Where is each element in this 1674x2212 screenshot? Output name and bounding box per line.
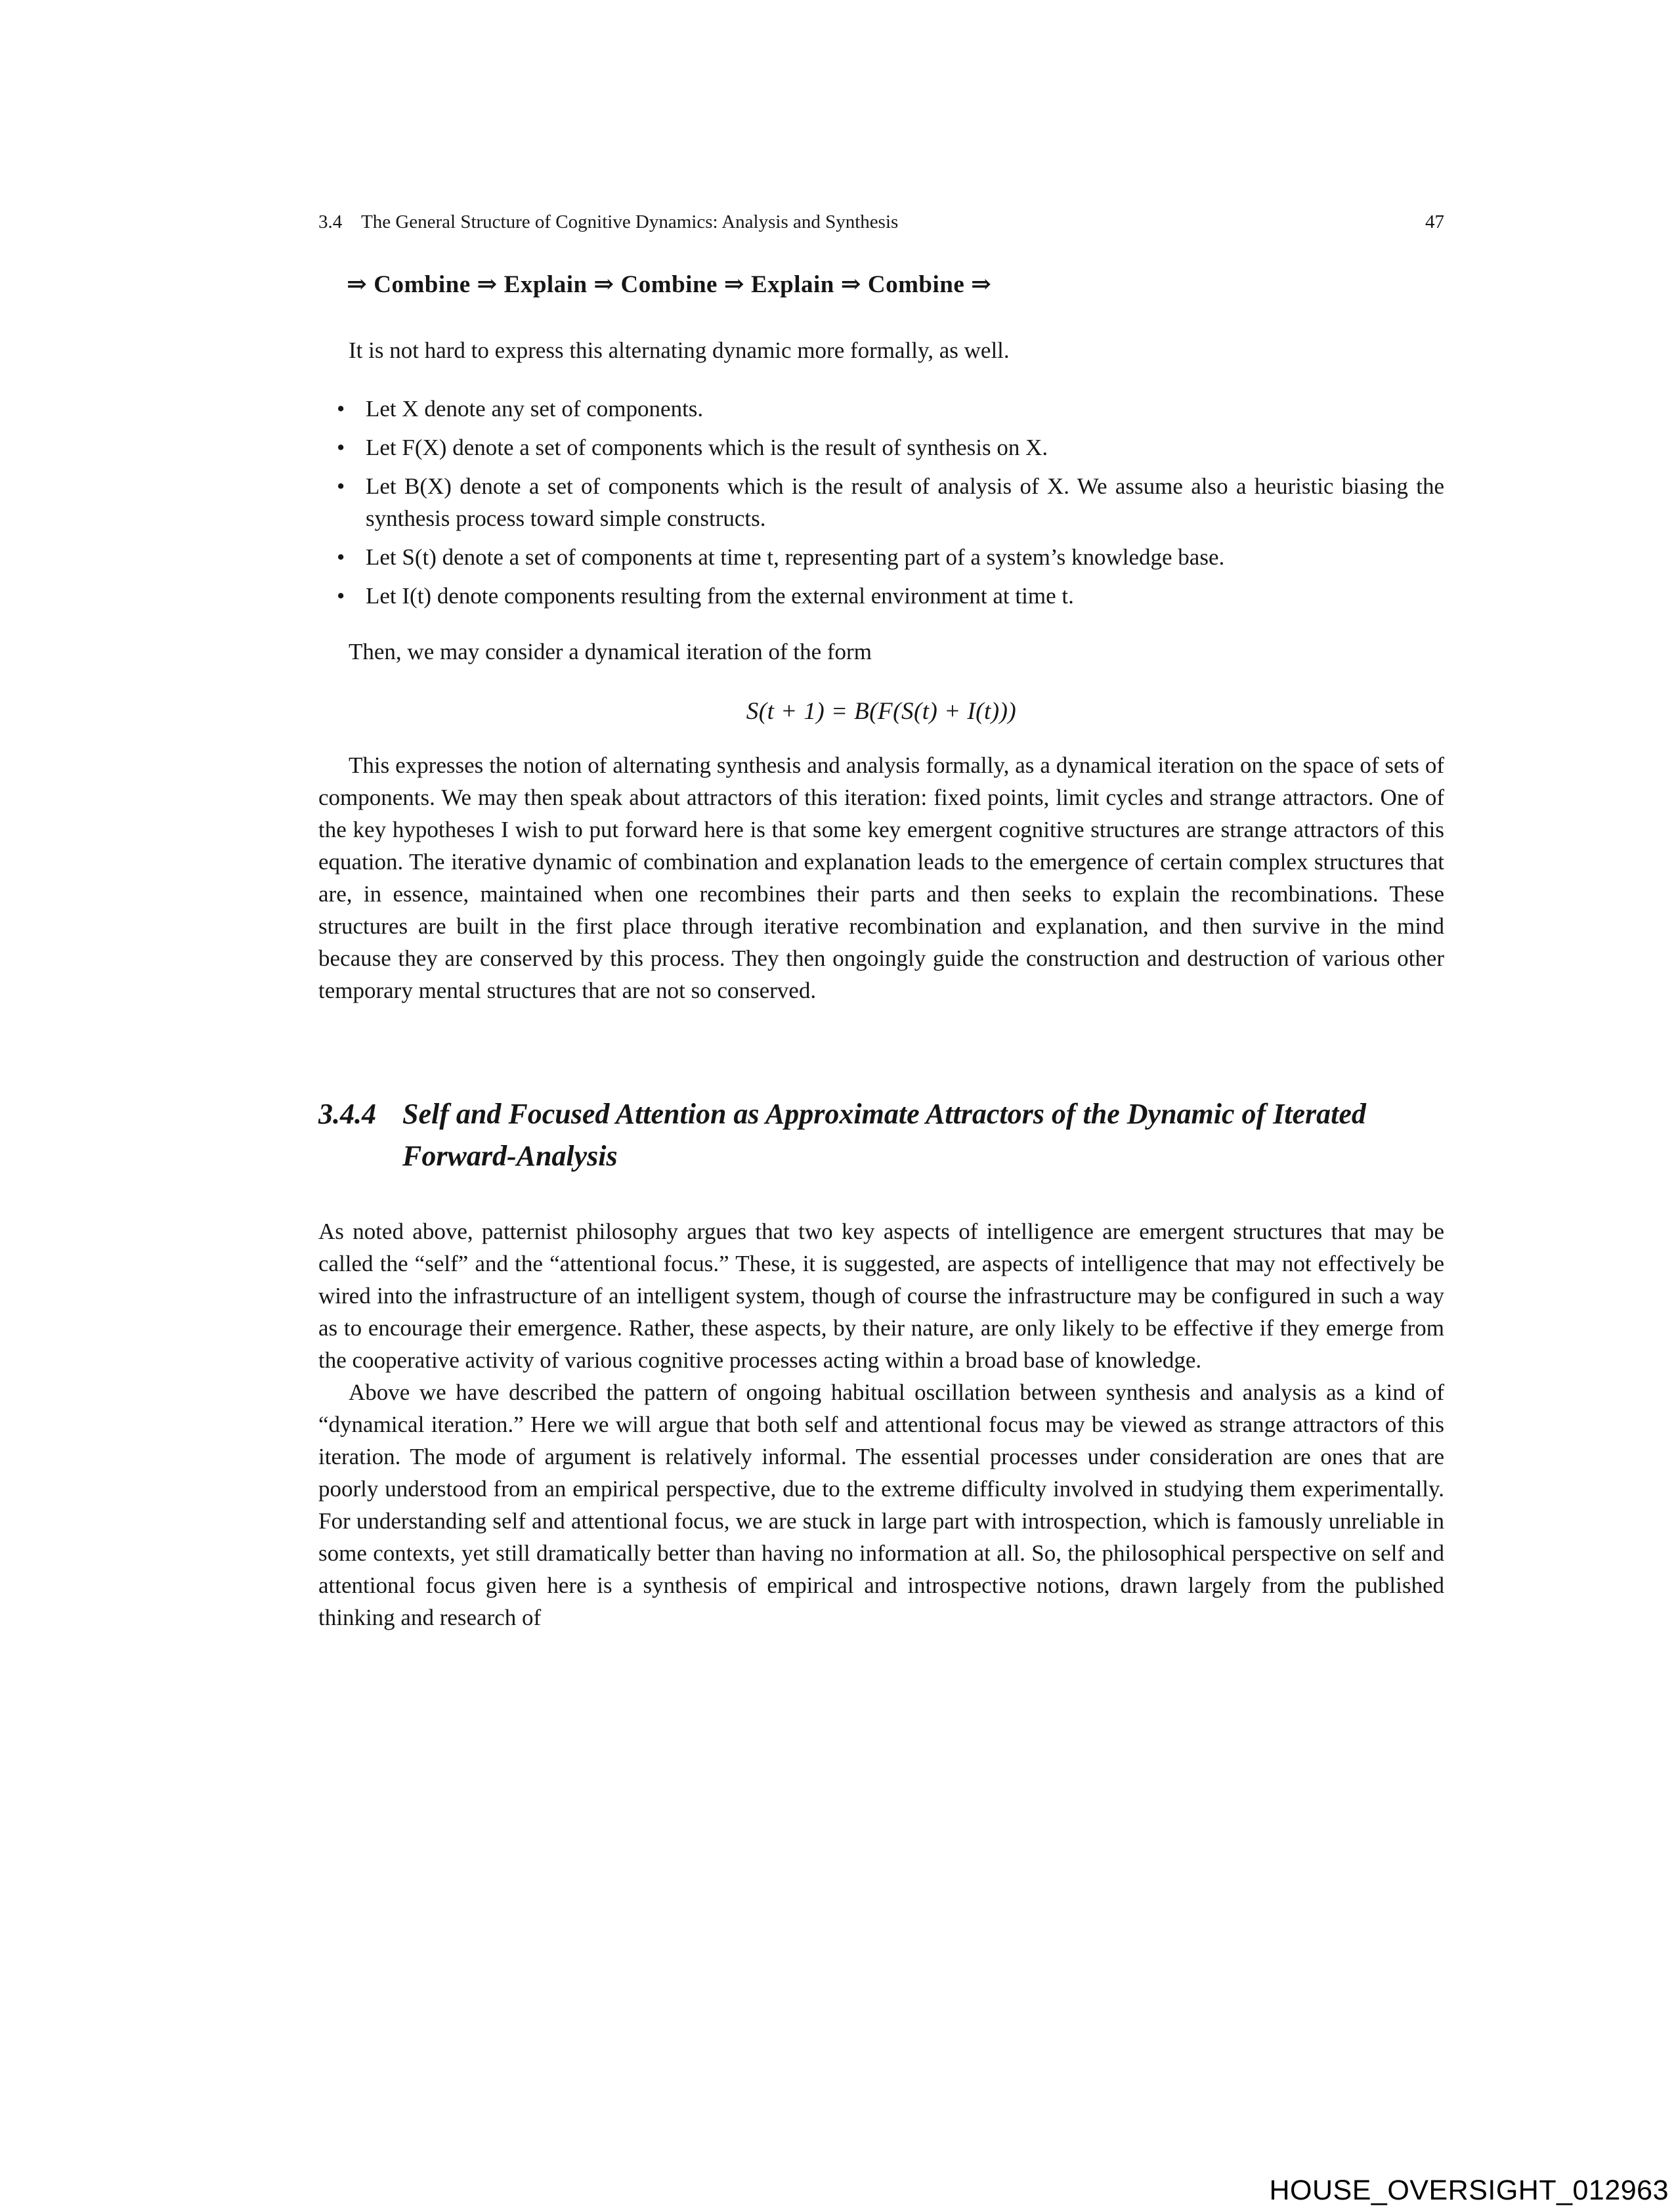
bates-number-watermark: HOUSE_OVERSIGHT_012963 [1269,2175,1669,2206]
bullet-item-st: • Let S(t) denote a set of components at time t, representing part of a system’s knowledge base. [318,541,1444,573]
paragraph-then: Then, we may consider a dynamical iteration of the form [349,639,872,664]
combine-explain-sequence: ⇒ Combine ⇒ Explain ⇒ Combine ⇒ Explain ⇒ Combine ⇒ [347,271,992,298]
paragraph-discussion: This expresses the notion of alternating synthesis and analysis formally, as a dynamical iteration on the space of sets of components. We may then speak about attractors of this iteration: fixed points, limit cycles and strange attractors. One of the key hypotheses I wish to put forward here is that some key emergent cognitive structures are strange attractors of this equation. The iterative dynamic of combination and explanation leads to the emergence of certain complex structures that are, in essence, maintained when one recombines their parts and then seeks to explain the recombinations. These structures are built in the first place through iterative recombination and explanation, and then survive in the mind because they are conserved by this process. They then ongoingly guide the construction and destruction of various other temporary mental structures that are not so conserved. [318,752,1444,1003]
bullet-item-it: • Let I(t) denote components resulting from the external environment at time t. [318,580,1444,612]
paragraph-section-1: As noted above, patternist philosophy argues that two key aspects of intelligence are emergent structures that may be called the “self” and the “attentional focus.” These, it is suggested, are aspects of intelligence that may not effectively be wired into the infrastructure of an intelligent system, though of course the infrastructure may be configured in such a way as to encourage their emergence. Rather, these aspects, by their nature, are only likely to be effective if they emerge from the cooperative activity of various cognitive processes acting within a broad base of knowledge. [318,1219,1444,1373]
paragraph-section-2: Above we have described the pattern of ongoing habitual oscillation between synthesis and analysis as a kind of “dynamical iteration.” Here we will argue that both self and attentional focus may be viewed as strange attractors of this iteration. The mode of argument is relatively informal. The essential processes under consideration are ones that are poorly understood from an empirical perspective, due to the extreme difficulty involved in studying them experimentally. For understanding self and attentional focus, we are stuck in large part with introspection, which is famously unreliable in some contexts, yet still dramatically better than having no information at all. So, the philosophical perspective on self and attentional focus given here is a synthesis of empirical and introspective notions, drawn largely from the published thinking and research of [318,1379,1444,1630]
page-header [318,210,1444,234]
section-heading-number: 3.4.4 [318,1098,376,1130]
page-number: 47 [1425,211,1444,232]
bullet-item-x: • Let X denote any set of components. [318,393,1444,425]
bullet-list [318,393,1444,612]
section-heading [318,1093,1444,1177]
running-header-text [318,210,898,234]
paragraph-intro: It is not hard to express this alternating dynamic more formally, as well. [349,337,1010,363]
bullet-item-fx: • Let F(X) denote a set of components which is the result of synthesis on X. [318,431,1444,464]
running-header-title: The General Structure of Cognitive Dynamics: Analysis and Synthesis [360,211,899,232]
dynamical-iteration-formula: S(t + 1) = B(F(S(t) + I(t))) [746,698,1017,725]
running-header-section-number: 3.4 [318,211,343,232]
section-heading-title: Self and Focused Attention as Approximate Attractors of the Dynamic of Iterated Forward-Analysis [402,1098,1366,1172]
bullet-item-bx: • Let B(X) denote a set of components which is the result of analysis of X. We assume also a heuristic biasing the synthesis process toward simple constructs. [318,470,1444,534]
